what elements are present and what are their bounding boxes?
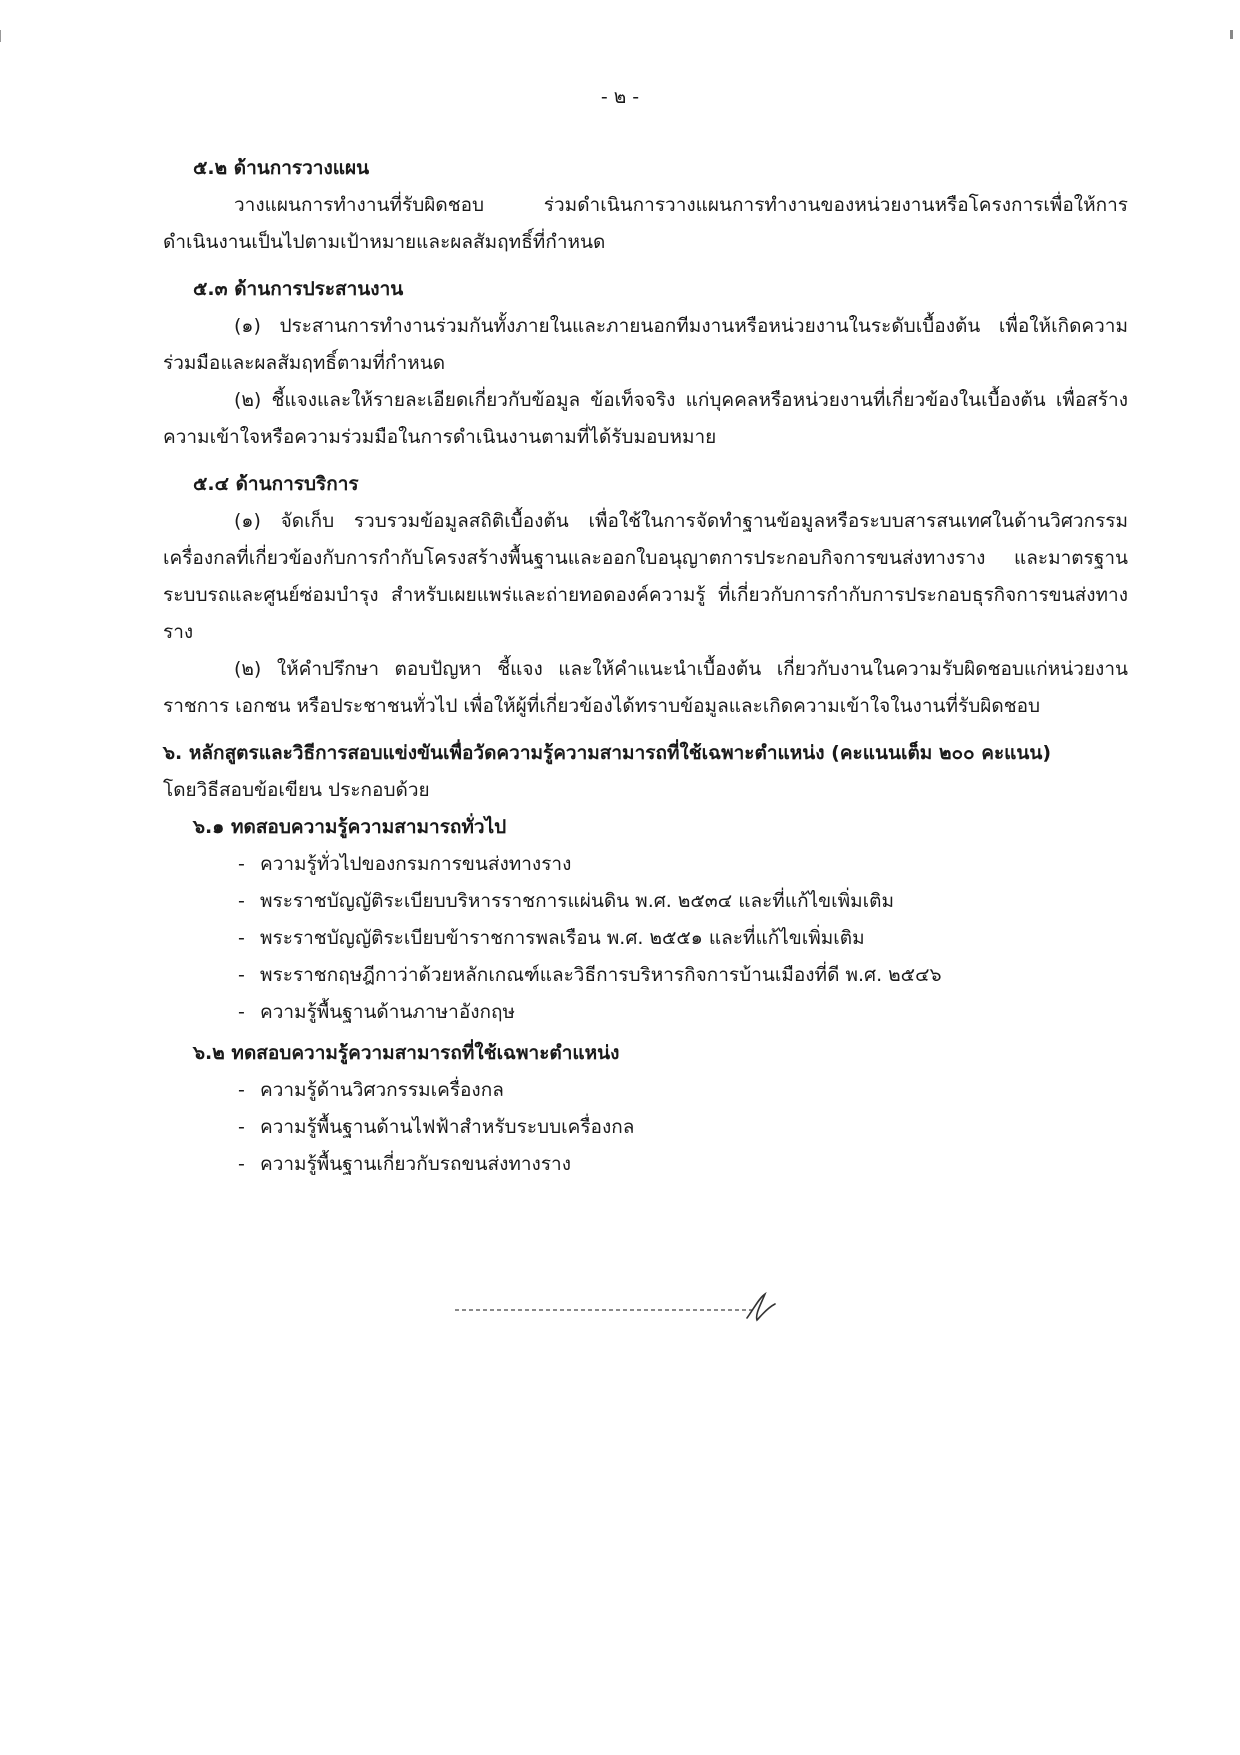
list-item — [238, 883, 1128, 920]
section-5-2-heading: ๕.๒ ด้านการวางแผน — [193, 157, 370, 179]
dash-marker: - — [238, 964, 245, 986]
scan-mark-left — [0, 30, 1, 42]
list-item — [238, 1146, 1128, 1183]
section-5-3-item-2: (๒) ชี้แจงและให้รายละเอียดเกี่ยวกับข้อมูล ข้อเท็จจริง แก่บุคคลหรือหน่วยงานที่เกี่ยวข้องในเบื้องต้น เพื่อสร้างความเข้าใจหรือความร่วมมือในการดำเนินงานตามที่ได้รับมอบหมาย — [163, 389, 1128, 448]
list-item — [238, 846, 1128, 883]
document-body — [163, 150, 1128, 1183]
list-item — [238, 920, 1128, 957]
list-item — [238, 1072, 1128, 1109]
section-6-2-heading: ๖.๒ ทดสอบความรู้ความสามารถที่ใช้เฉพาะตำแหน่ง — [193, 1042, 620, 1064]
list-item-text: พระราชบัญญัติระเบียบข้าราชการพลเรือน พ.ศ. ๒๕๕๑ และที่แก้ไขเพิ่มเติม — [260, 927, 865, 949]
list-item-text: ความรู้พื้นฐานด้านไฟฟ้าสำหรับระบบเครื่องกล — [260, 1116, 635, 1138]
list-item-text: ความรู้พื้นฐานเกี่ยวกับรถขนส่งทางราง — [260, 1153, 571, 1175]
list-item — [238, 994, 1128, 1031]
dash-marker: - — [238, 1153, 245, 1175]
section-5-4-heading: ๕.๔ ด้านการบริการ — [193, 473, 359, 495]
list-item-text: พระราชกฤษฎีกาว่าด้วยหลักเกณฑ์และวิธีการบริหารกิจการบ้านเมืองที่ดี พ.ศ. ๒๕๔๖ — [260, 964, 942, 986]
list-item — [238, 1109, 1128, 1146]
scan-mark-right — [1230, 30, 1233, 39]
end-mark — [455, 1290, 825, 1330]
dash-marker: - — [238, 927, 245, 949]
section-5-2-paragraph: วางแผนการทำงานที่รับผิดชอบ ร่วมดำเนินการวางแผนการทำงานของหน่วยงานหรือโครงการเพื่อให้การดำเนินงานเป็นไปตามเป้าหมายและผลสัมฤทธิ์ที่กำหนด — [163, 194, 1128, 253]
list-item — [238, 957, 1128, 994]
section-6-heading: ๖. หลักสูตรและวิธีการสอบแข่งขันเพื่อวัดความรู้ความสามารถที่ใช้เฉพาะตำแหน่ง (คะแนนเต็ม ๒๐๐ คะแนน) — [163, 742, 1052, 764]
list-item-text: ความรู้ทั่วไปของกรมการขนส่งทางราง — [260, 853, 572, 875]
section-5-4-item-2: (๒) ให้คำปรึกษา ตอบปัญหา ชี้แจง และให้คำแนะนำเบื้องต้น เกี่ยวกับงานในความรับผิดชอบแก่หน่วยงานราชการ เอกชน หรือประชาชนทั่วไป เพื่อให้ผู้ที่เกี่ยวข้องได้ทราบข้อมูลและเกิดความเข้าใจในงานที่รับผิดชอบ — [163, 658, 1128, 717]
handwritten-initial — [747, 1294, 775, 1320]
section-6-2-list — [238, 1072, 1128, 1183]
signature-initial-icon — [455, 1290, 825, 1330]
dash-marker: - — [238, 1116, 245, 1138]
section-6-1-heading: ๖.๑ ทดสอบความรู้ความสามารถทั่วไป — [193, 816, 507, 838]
list-item-text: พระราชบัญญัติระเบียบบริหารราชการแผ่นดิน พ.ศ. ๒๕๓๔ และที่แก้ไขเพิ่มเติม — [260, 890, 895, 912]
list-item-text: ความรู้พื้นฐานด้านภาษาอังกฤษ — [260, 1001, 516, 1023]
end-mark-text — [455, 1290, 456, 1291]
section-5-4-item-1: (๑) จัดเก็บ รวบรวมข้อมูลสถิติเบื้องต้น เพื่อใช้ในการจัดทำฐานข้อมูลหรือระบบสารสนเทศในด้านวิศวกรรมเครื่องกลที่เกี่ยวข้องกับการกำกับโครงสร้างพื้นฐานและออกใบอนุญาตการประกอบกิจการขนส่งทางราง และมาตรฐานระบบรถและศูนย์ซ่อมบำรุง สำหรับเผยแพร่และถ่ายทอดองค์ความรู้ ที่เกี่ยวกับการกำกับการประกอบธุรกิจการขนส่งทางราง — [163, 510, 1128, 643]
list-item-text: ความรู้ด้านวิศวกรรมเครื่องกล — [260, 1079, 504, 1101]
section-5-3-item-1: (๑) ประสานการทำงานร่วมกันทั้งภายในและภายนอกทีมงานหรือหน่วยงานในระดับเบื้องต้น เพื่อให้เกิดความร่วมมือและผลสัมฤทธิ์ตามที่กำหนด — [163, 315, 1128, 374]
page-number: - ๒ - — [600, 86, 640, 108]
dash-marker: - — [238, 1001, 245, 1023]
section-5-3-heading: ๕.๓ ด้านการประสานงาน — [193, 278, 404, 300]
dash-marker: - — [238, 890, 245, 912]
dash-marker: - — [238, 1079, 245, 1101]
section-6-1-list — [238, 846, 1128, 1031]
dash-marker: - — [238, 853, 245, 875]
section-6-subline: โดยวิธีสอบข้อเขียน ประกอบด้วย — [163, 779, 430, 801]
